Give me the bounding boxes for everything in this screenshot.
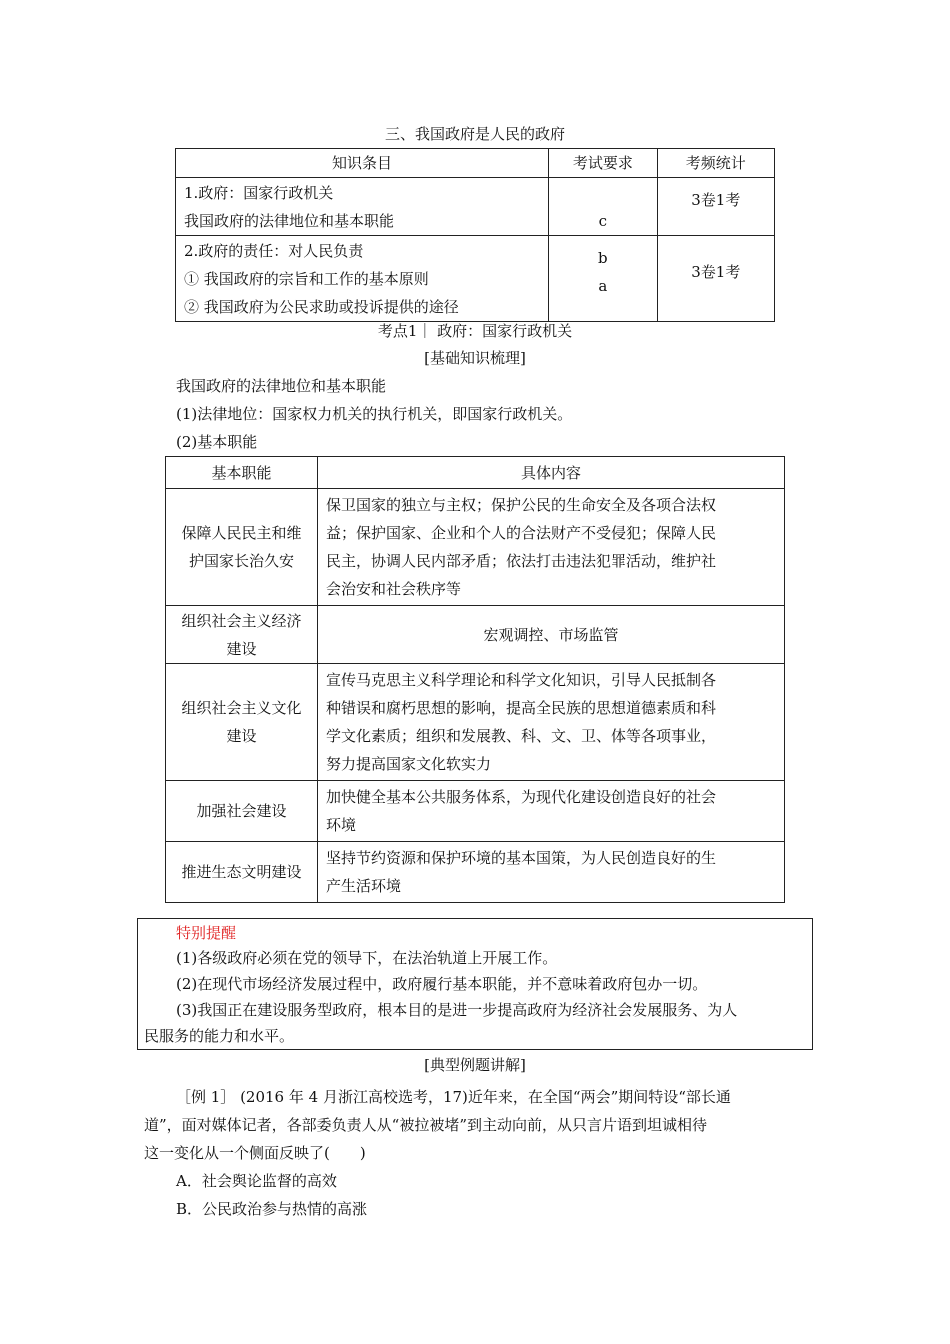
example-title: [典型例题讲解] [424, 1056, 526, 1074]
knowledge-table [175, 148, 775, 322]
cell-line: b [598, 249, 608, 267]
table-row [166, 664, 785, 781]
cell-line: 组织社会主义经济 [181, 611, 302, 630]
basic-knowledge-title: [基础知识梳理] [424, 349, 526, 367]
table-row [176, 236, 775, 322]
table-cell [549, 236, 657, 322]
table-cell [549, 178, 657, 236]
function-content [318, 842, 785, 903]
table-cell [176, 236, 549, 322]
function-label [166, 606, 318, 664]
cell-line: 产生活环境 [326, 877, 402, 895]
cell-line [549, 179, 656, 207]
cell-line: 种错误和腐朽思想的影响，提高全民族的思想道德素质和科 [326, 699, 717, 717]
intro-heading: 我国政府的法律地位和基本职能 [176, 377, 387, 395]
intro-paragraph: (1)法律地位：国家权力机关的执行机关，即国家行政机关。 [176, 405, 573, 423]
cell-line: c [598, 211, 608, 230]
function-label [166, 781, 318, 842]
cell-line: 环境 [326, 816, 357, 834]
reminder-title: 特别提醒 [176, 924, 237, 942]
cell-line: 加快健全基本公共服务体系，为现代化建设创造良好的社会 [326, 788, 717, 806]
cell-line: 宏观调控、市场监管 [483, 625, 619, 644]
reminder-item: (1)各级政府必须在党的领导下，在法治轨道上开展工作。 [176, 949, 558, 967]
table-cell: 3卷1考 [657, 178, 774, 236]
table-row [166, 842, 785, 903]
function-content [318, 489, 785, 606]
cell-line: 保卫国家的独立与主权；保护公民的生命安全及各项合法权 [326, 496, 717, 514]
cell-line: 护国家长治久安 [188, 552, 294, 570]
cell-line: ① 我国政府的宗旨和工作的基本原则 [184, 269, 429, 288]
function-table [165, 456, 785, 903]
table-row [166, 606, 785, 664]
cell-line: 我国政府的法律地位和基本职能 [184, 211, 395, 230]
function-content [318, 664, 785, 781]
cell-line: 学文化素质；组织和发展教、科、文、卫、体等各项事业， [326, 727, 717, 745]
function-label [166, 489, 318, 606]
function-label [166, 842, 318, 903]
function-content [318, 781, 785, 842]
example-line: ［例 1］ (2016 年 4 月浙江高校选考，17)近年来，在全国“两会”期间特设“部长通 [176, 1088, 731, 1106]
table-header: 知识条目 [176, 149, 549, 178]
reminder-item: (3)我国正在建设服务型政府，根本目的是进一步提高政府为经济社会发展服务、为人 [176, 1001, 738, 1019]
cell-line: 建设 [226, 639, 257, 658]
cell-line: 民主，协调人民内部矛盾；依法打击违法犯罪活动，维护社 [326, 552, 717, 570]
example-line: 这一变化从一个侧面反映了( ) [144, 1144, 366, 1162]
table-header: 具体内容 [318, 457, 785, 489]
reminder-item: (2)在现代市场经济发展过程中，政府履行基本职能，并不意味着政府包办一切。 [176, 975, 708, 993]
cell-line: 努力提高国家文化软实力 [326, 755, 492, 773]
reminder-item: 民服务的能力和水平。 [144, 1027, 295, 1045]
cell-line: 加强社会建设 [196, 802, 287, 820]
function-label [166, 664, 318, 781]
cell-line: 2.政府的责任：对人民负责 [184, 241, 364, 260]
table-cell: 3卷1考 [657, 236, 774, 322]
special-reminder-box [137, 918, 813, 1050]
cell-line: 推进生态文明建设 [181, 863, 302, 881]
cell-line: 坚持节约资源和保护环境的基本国策，为人民创造良好的生 [326, 849, 717, 867]
cell-line: ② 我国政府为公民求助或投诉提供的途径 [184, 297, 459, 316]
function-content [318, 606, 785, 664]
cell-line: 保障人民民主和维 [181, 524, 302, 542]
table-row [166, 781, 785, 842]
cell-line: 1.政府：国家行政机关 [184, 183, 334, 202]
table-cell [176, 178, 549, 236]
option-a: A．社会舆论监督的高效 [176, 1172, 337, 1190]
table-row [176, 178, 775, 236]
example-line: 道”，面对媒体记者，各部委负责人从“被拉被堵”到主动向前，从只言片语到坦诚相待 [144, 1116, 708, 1134]
option-b: B．公民政治参与热情的高涨 [176, 1200, 368, 1218]
table-header: 考频统计 [657, 149, 774, 178]
intro-paragraph: (2)基本职能 [176, 433, 258, 451]
cell-line: 会治安和社会秩序等 [326, 580, 462, 598]
section-title: 三、我国政府是人民的政府 [384, 125, 565, 143]
cell-line: 组织社会主义文化 [181, 699, 302, 717]
table-row [166, 489, 785, 606]
cell-line: 宣传马克思主义科学理论和科学文化知识，引导人民抵制各 [326, 671, 717, 689]
cell-line: 建设 [226, 727, 257, 745]
kaodian-title: 考点1｜ 政府：国家行政机关 [377, 322, 573, 340]
cell-line: a [598, 277, 608, 295]
cell-line: 益；保护国家、企业和个人的合法财产不受侵犯；保障人民 [326, 524, 717, 542]
table-header: 基本职能 [166, 457, 318, 489]
table-header: 考试要求 [549, 149, 657, 178]
